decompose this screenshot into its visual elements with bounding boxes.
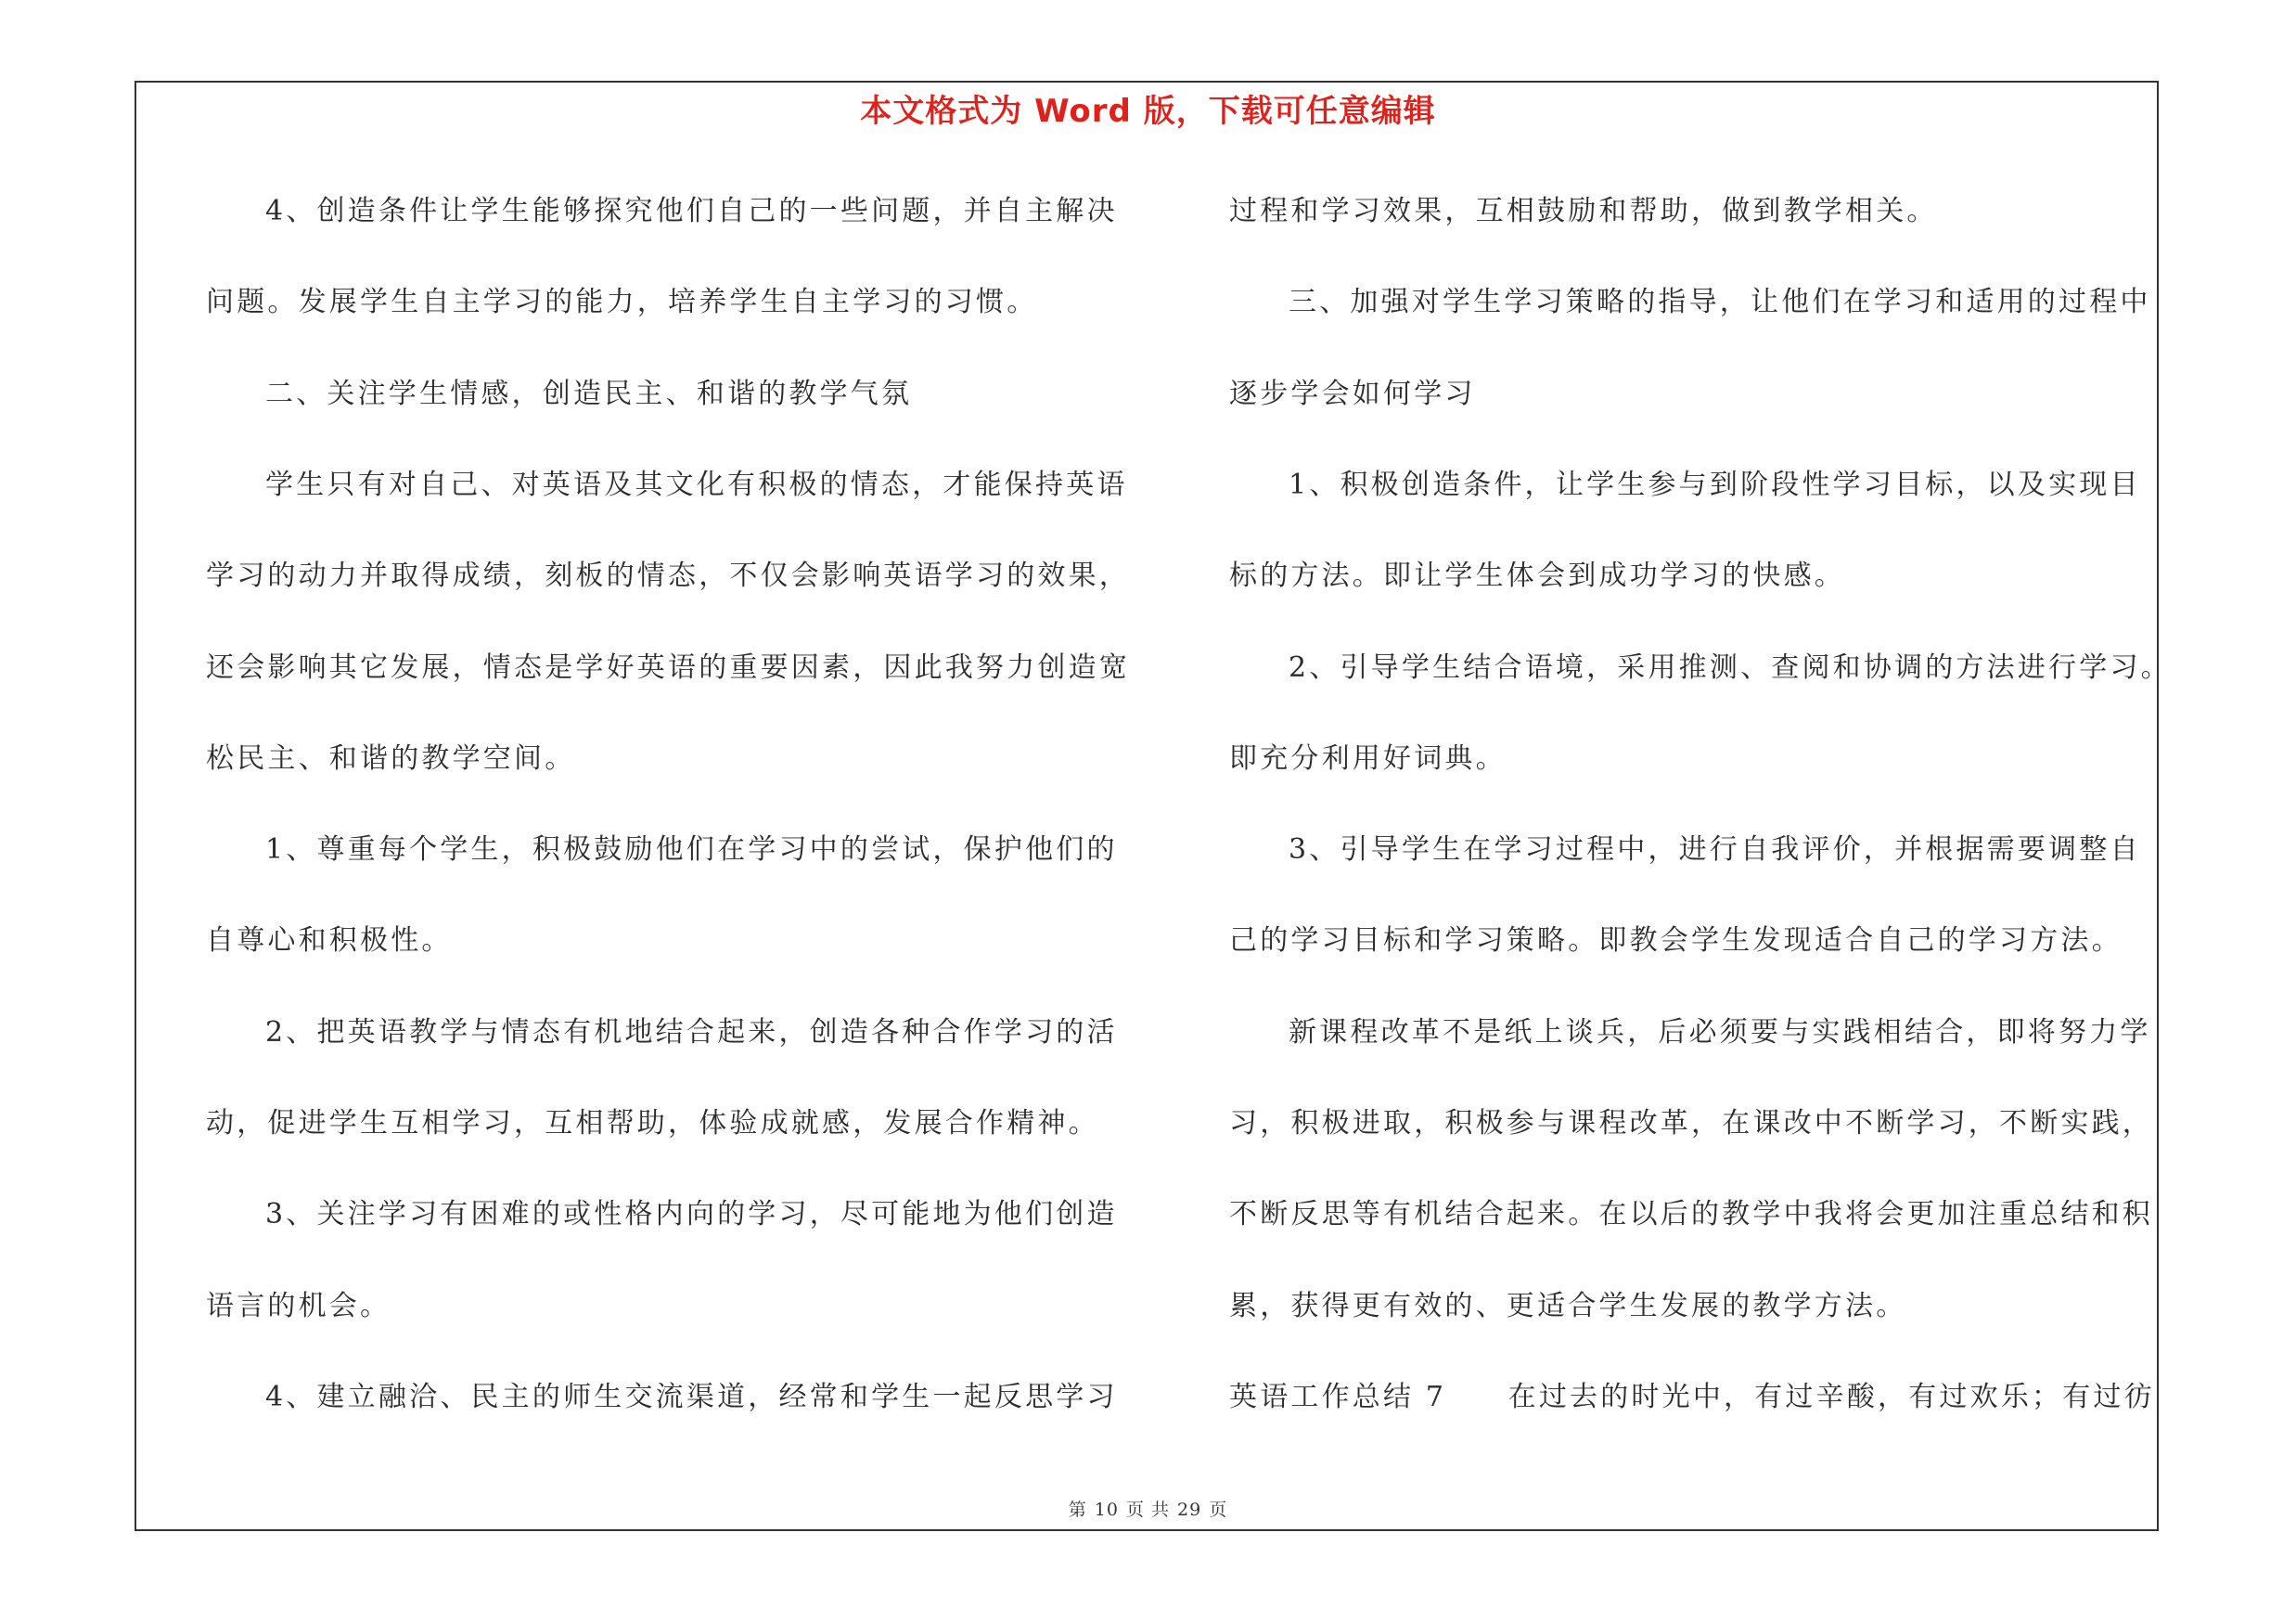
paragraph-line: 不断反思等有机结合起来。在以后的教学中我将会更加注重总结和积: [1229, 1198, 2153, 1231]
page-suffix: 页: [1209, 1500, 1228, 1520]
current-page-number: 10: [1094, 1500, 1119, 1520]
section-heading: 二、关注学生情感，创造民主、和谐的教学气氛: [265, 377, 913, 410]
total-page-count: 29: [1177, 1500, 1202, 1520]
paragraph-line: 标的方法。即让学生体会到成功学习的快感。: [1229, 560, 1845, 593]
paragraph-line: 松民主、和谐的教学空间。: [206, 741, 576, 775]
paragraph-line: 2、把英语教学与情态有机地结合起来，创造各种合作学习的活: [265, 1015, 1118, 1049]
paragraph-line: 新课程改革不是纸上谈兵，后必须要与实践相结合，即将努力学: [1289, 1015, 2151, 1049]
section-heading: 英语工作总结 7 在过去的时光中，有过辛酸，有过欢乐；有过彷: [1229, 1380, 2155, 1413]
section-heading: 三、加强对学生学习策略的指导，让他们在学习和适用的过程中: [1289, 286, 2151, 319]
paragraph-line: 1、尊重每个学生，积极鼓励他们在学习中的尝试，保护他们的: [265, 833, 1118, 867]
paragraph-line: 己的学习目标和学习策略。即教会学生发现适合自己的学习方法。: [1229, 924, 2123, 958]
page-number-footer: [0, 1496, 2296, 1521]
paragraph-line: 2、引导学生结合语境，采用推测、查阅和协调的方法进行学习。: [1289, 650, 2172, 684]
paragraph-line: 累，获得更有效的、更适合学生发展的教学方法。: [1229, 1289, 1907, 1322]
page-middle-text: 页 共: [1125, 1500, 1171, 1520]
paragraph-line: 问题。发展学生自主学习的能力，培养学生自主学习的习惯。: [206, 286, 1038, 319]
paragraph-line: 自尊心和积极性。: [206, 924, 453, 958]
paragraph-line: 学习的动力并取得成绩，刻板的情态，不仅会影响英语学习的效果，: [206, 560, 1130, 593]
paragraph-line: 3、引导学生在学习过程中，进行自我评价，并根据需要调整自: [1289, 833, 2141, 867]
word-format-banner: 本文格式为 Word 版，下载可任意编辑: [860, 93, 1436, 130]
paragraph-line: 动，促进学生互相学习，互相帮助，体验成就感，发展合作精神。: [206, 1107, 1099, 1140]
paragraph-line: 还会影响其它发展，情态是学好英语的重要因素，因此我努力创造宽: [206, 650, 1130, 684]
paragraph-line: 语言的机会。: [206, 1289, 391, 1322]
paragraph-line: 即充分利用好词典。: [1229, 741, 1507, 775]
paragraph-line: 3、关注学习有困难的或性格内向的学习，尽可能地为他们创造: [265, 1198, 1118, 1231]
paragraph-line: 逐步学会如何学习: [1229, 377, 1476, 410]
paragraph-line: 过程和学习效果，互相鼓励和帮助，做到教学相关。: [1229, 195, 1938, 227]
paragraph-line: 4、建立融洽、民主的师生交流渠道，经常和学生一起反思学习: [265, 1380, 1118, 1413]
paragraph-line: 1、积极创造条件，让学生参与到阶段性学习目标，以及实现目: [1289, 468, 2141, 501]
paragraph-line: 4、创造条件让学生能够探究他们自己的一些问题，并自主解决: [265, 195, 1118, 227]
paragraph-line: 习，积极进取，积极参与课程改革，在课改中不断学习，不断实践，: [1229, 1107, 2153, 1140]
paragraph-line: 学生只有对自己、对英语及其文化有积极的情态，才能保持英语: [265, 468, 1128, 501]
page-prefix: 第: [1068, 1500, 1087, 1520]
